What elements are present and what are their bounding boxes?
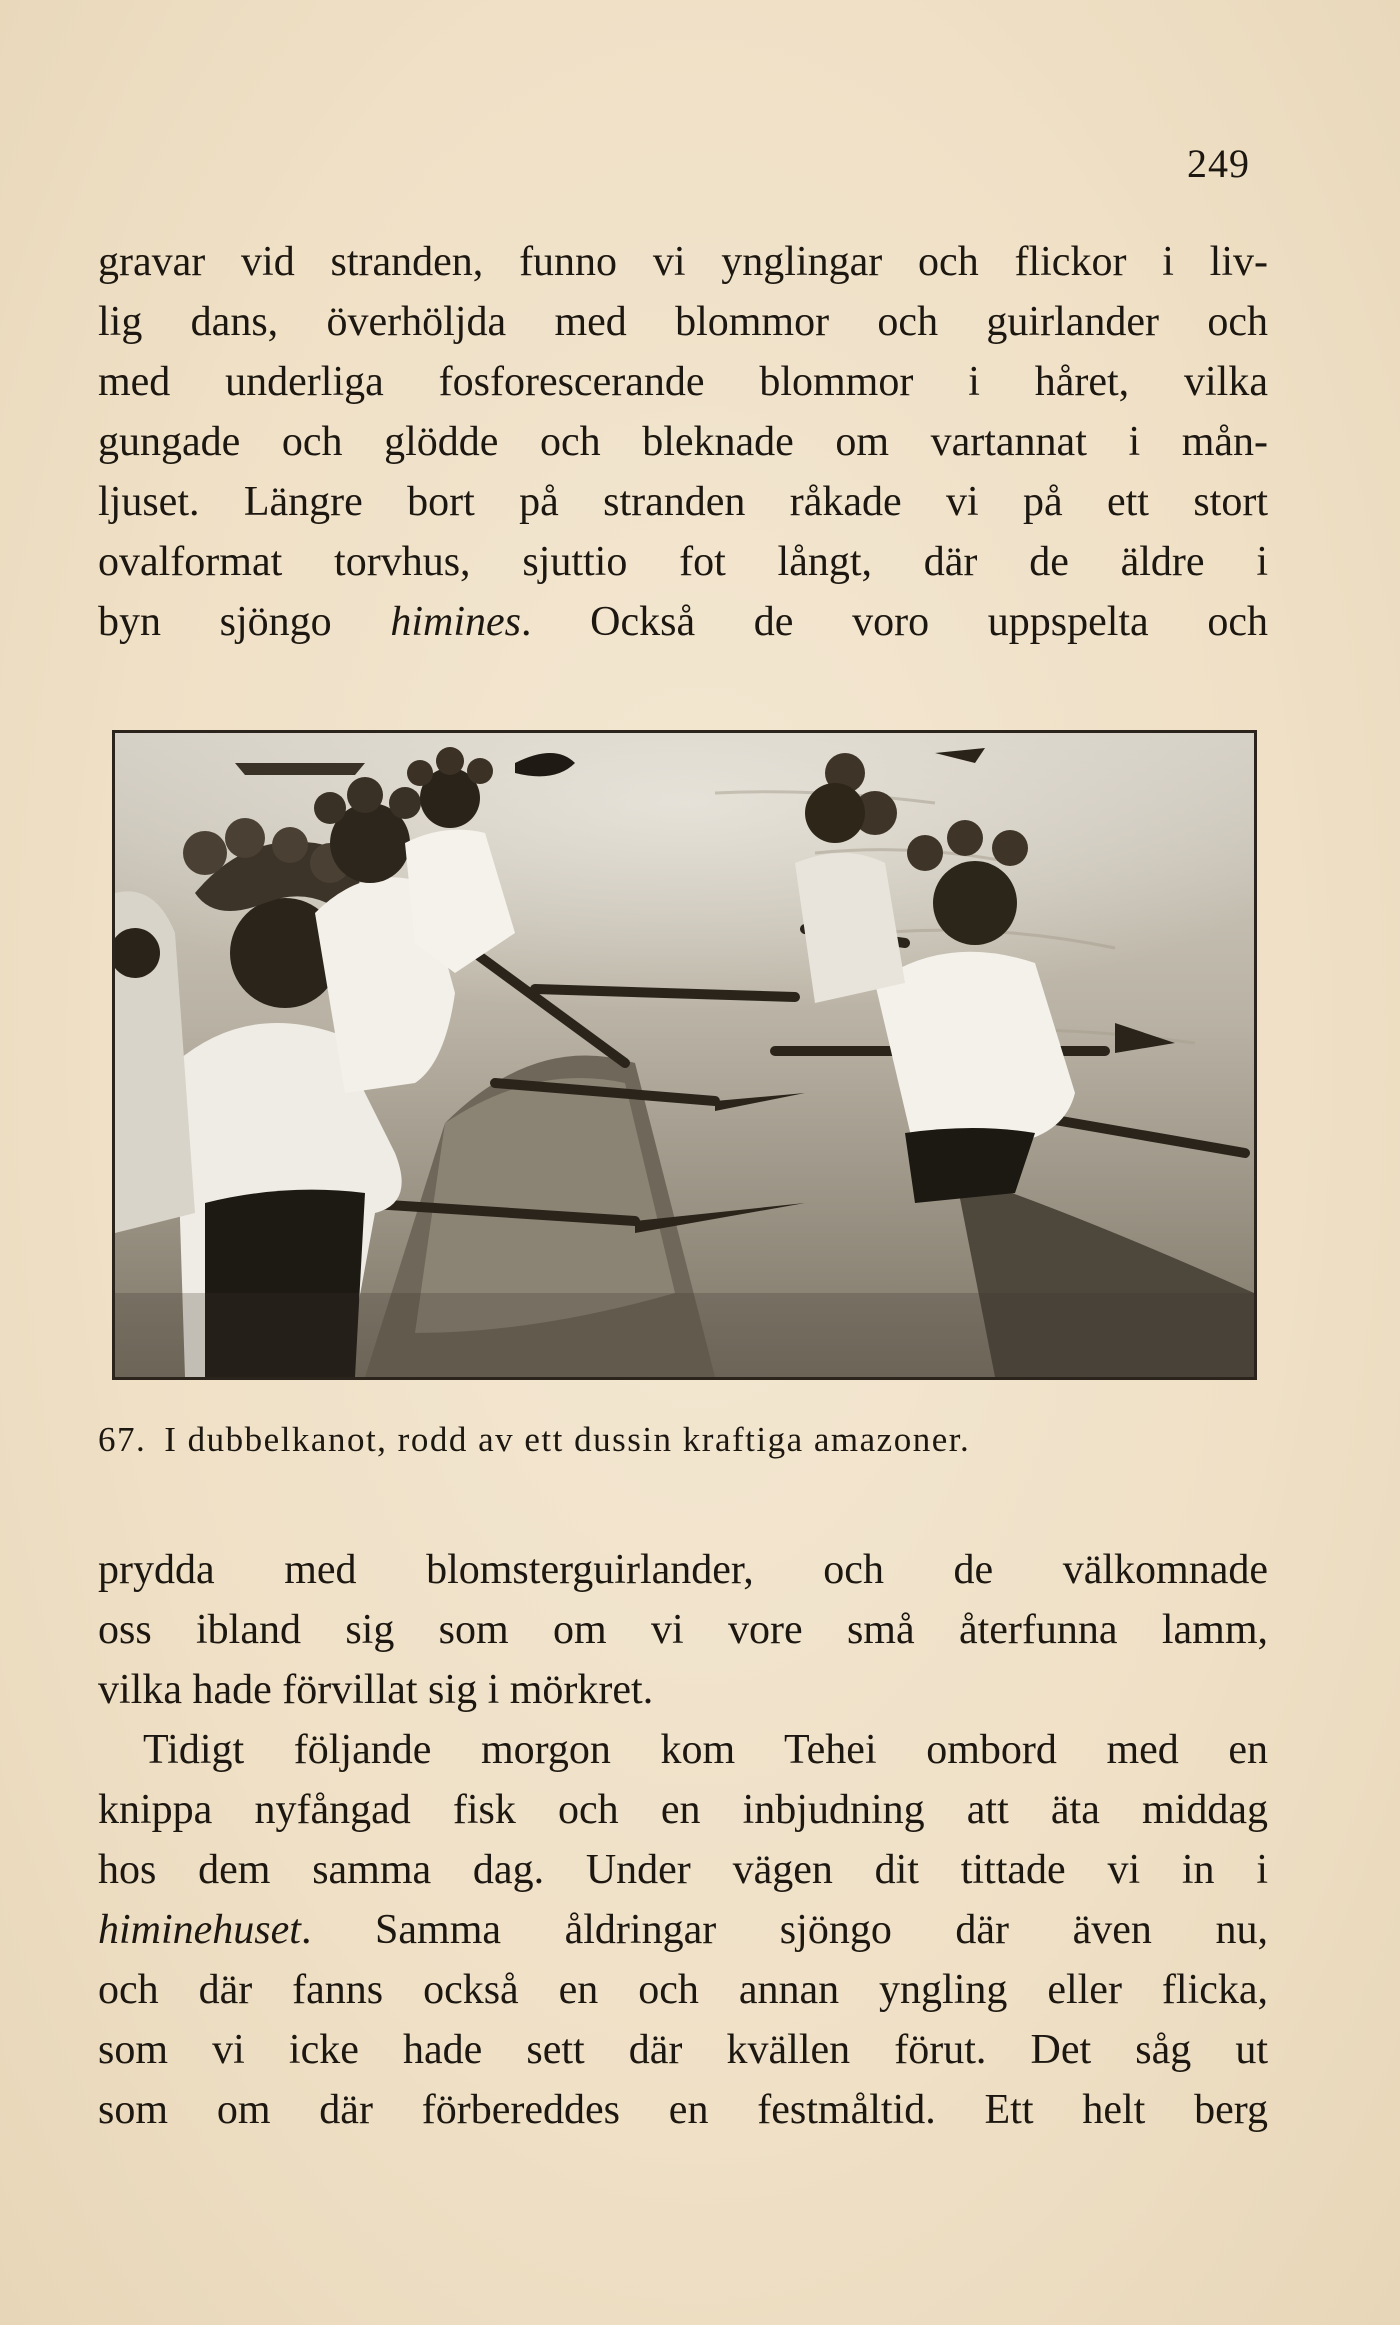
text-line: som om där förbereddes en festmåltid. Ett helt berg [98, 2087, 1268, 2133]
italic-word: himinehuset [98, 1907, 301, 1953]
caption-text: I dubbelkanot, rodd av ett dussin kraftiga amazoner. [164, 1420, 971, 1459]
text-line: ovalformat torvhus, sjuttio fot långt, där de äldre i [98, 539, 1268, 585]
canoe-photo [115, 733, 1254, 1377]
paragraph-top [98, 232, 1268, 652]
text-line [98, 1900, 1268, 1960]
text-line: hos dem samma dag. Under vägen dit tittade vi in i [98, 1847, 1268, 1893]
text-run: . Också de voro uppspelta och [521, 599, 1268, 645]
italic-word: himines [390, 599, 521, 645]
text-run: . Samma åldringar sjöngo där även nu, [300, 1907, 1268, 1953]
text-line: med underliga fosforescerande blommor i håret, vilka [98, 359, 1268, 405]
text-line: knippa nyfångad fisk och en inbjudning att äta middag [98, 1787, 1268, 1833]
figure-number: 67. [98, 1420, 147, 1459]
text-line: och där fanns också en och annan yngling eller flicka, [98, 1967, 1268, 2013]
figure-caption [98, 1420, 1268, 1460]
text-line [98, 592, 1268, 652]
paragraph-bottom [98, 1540, 1268, 2140]
text-line: vilka hade förvillat sig i mörkret. [98, 1667, 654, 1713]
photo-figure [112, 730, 1257, 1380]
text-line: gungade och glödde och bleknade om vartannat i mån- [98, 419, 1268, 465]
text-line: som vi icke hade sett där kvällen förut. Det såg ut [98, 2027, 1268, 2073]
text-line: ljuset. Längre bort på stranden råkade vi på ett stort [98, 479, 1268, 525]
text-line: lig dans, överhöljda med blommor och guirlander och [98, 299, 1268, 345]
text-line: prydda med blomsterguirlander, och de välkomnade [98, 1547, 1268, 1593]
text-run: byn sjöngo [98, 599, 391, 645]
page-number: 249 [1187, 141, 1250, 186]
text-line: gravar vid stranden, funno vi ynglingar och flickor i liv- [98, 239, 1268, 285]
text-line: oss ibland sig som om vi vore små återfunna lamm, [98, 1607, 1268, 1653]
text-line: Tidigt följande morgon kom Tehei ombord med en [143, 1727, 1268, 1773]
